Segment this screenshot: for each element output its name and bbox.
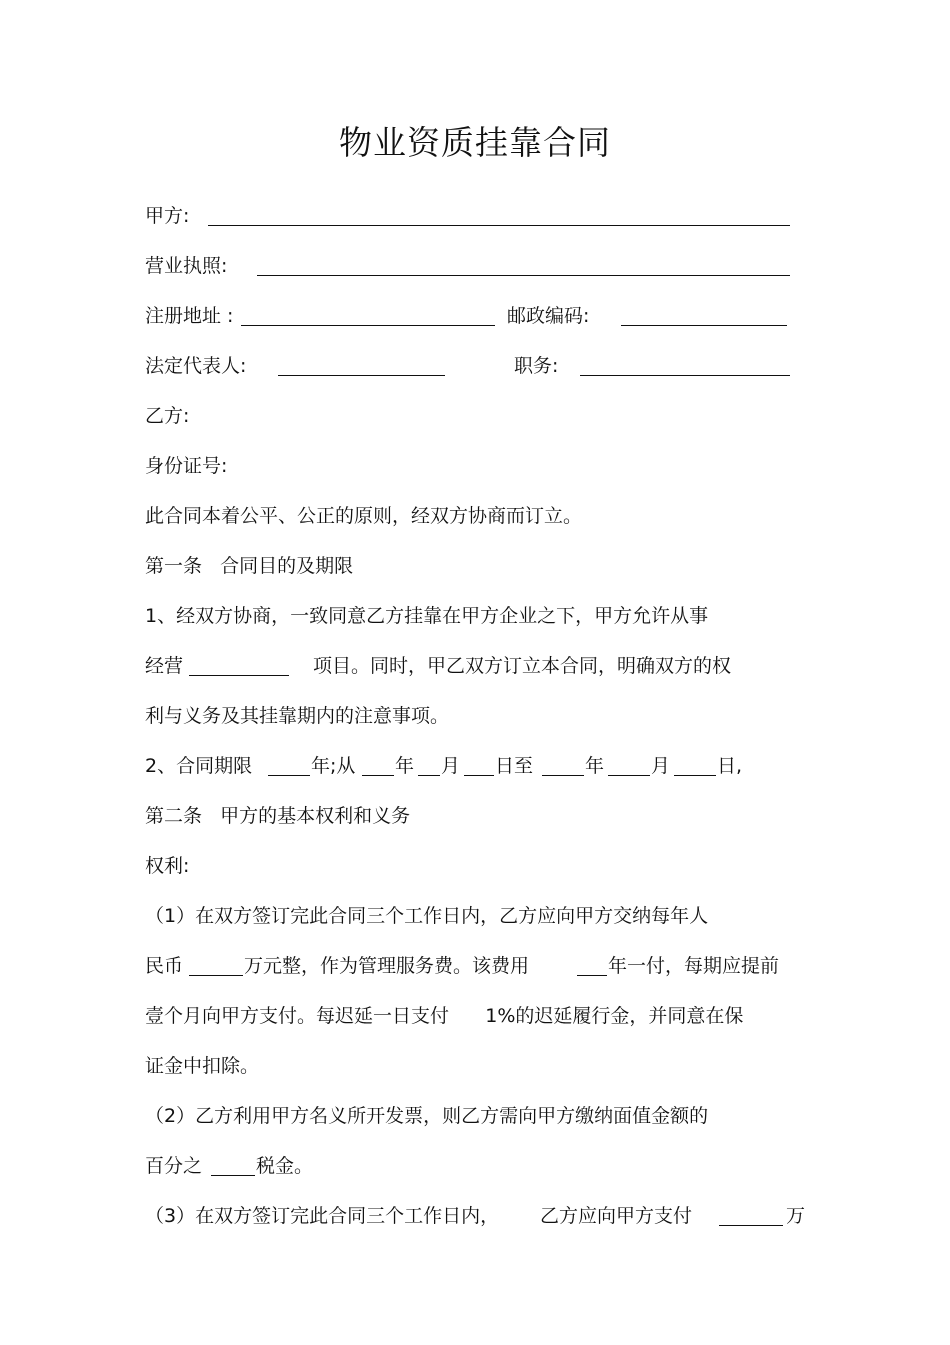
article-1-heading: 第一条 合同目的及期限	[145, 555, 354, 577]
postal-code-blank	[621, 301, 787, 326]
business-license-label: 营业执照:	[145, 255, 228, 277]
end-day-label: 日,	[717, 755, 743, 777]
start-day-label: 日至	[495, 755, 534, 777]
business-prefix: 经营	[145, 655, 184, 677]
start-year-label: 年	[395, 755, 415, 777]
right-1-line-2	[145, 951, 805, 981]
postal-code-label: 邮政编码:	[507, 305, 590, 327]
legal-rep-row	[145, 351, 795, 381]
end-year-label: 年	[585, 755, 605, 777]
start-month-label: 月	[441, 755, 461, 777]
contract-term-line	[145, 751, 795, 781]
tax-percent-blank	[211, 1151, 255, 1176]
article-2-heading: 第二条 甲方的基本权利和义务	[145, 805, 411, 827]
contract-term-prefix: 2、合同期限	[145, 755, 253, 777]
party-a-blank	[208, 201, 790, 226]
right-3-middle: 乙方应向甲方支付	[540, 1205, 693, 1227]
intro-paragraph: 此合同本着公平、公正的原则，经双方协商而订立。	[145, 505, 583, 527]
legal-rep-blank	[278, 351, 445, 376]
right-2-line-1: （2）乙方利用甲方名义所开发票，则乙方需向甲方缴纳面值金额的	[145, 1105, 709, 1127]
article-1-item-1-line-1: 1、经双方协商，一致同意乙方挂靠在甲方企业之下，甲方允许从事	[145, 605, 709, 627]
article-1-item-1-line-2	[145, 651, 795, 681]
right-3-unit: 万	[786, 1205, 806, 1227]
end-month-blank	[608, 751, 650, 776]
document-title: 物业资质挂靠合同	[339, 123, 611, 162]
right-2-line-2	[145, 1151, 545, 1181]
term-year-label: 年;从	[311, 755, 356, 777]
party-a-label: 甲方:	[145, 205, 190, 227]
business-suffix: 项目。同时，甲乙双方订立本合同，明确双方的权	[313, 655, 732, 677]
end-month-label: 月	[651, 755, 671, 777]
tax-suffix: 税金。	[256, 1155, 314, 1177]
right-1-line-3: 壹个月向甲方支付。每迟延一日支付 1%的迟延履行金，并同意在保	[145, 1005, 744, 1027]
fee-description: 万元整，作为管理服务费。该费用	[244, 955, 530, 977]
term-years-blank	[268, 751, 310, 776]
business-scope-blank	[189, 651, 289, 676]
business-license-row	[145, 251, 795, 281]
id-number-label: 身份证号:	[145, 455, 228, 477]
start-month-blank	[418, 751, 440, 776]
payment-period-suffix: 年一付，每期应提前	[608, 955, 780, 977]
payment-period-blank	[577, 951, 607, 976]
position-blank	[580, 351, 790, 376]
registered-address-label: 注册地址 :	[145, 305, 234, 327]
right-3-prefix: （3）在双方签订完此合同三个工作日内，	[145, 1205, 500, 1227]
fee-amount-blank	[189, 951, 243, 976]
rmb-label: 民币	[145, 955, 184, 977]
right-3-line-1	[145, 1201, 815, 1231]
article-1-item-1-line-3: 利与义务及其挂靠期内的注意事项。	[145, 705, 450, 727]
party-a-row	[145, 201, 795, 231]
party-b-label: 乙方:	[145, 405, 190, 427]
start-year-blank	[362, 751, 394, 776]
right-1-line-4: 证金中扣除。	[145, 1055, 260, 1077]
start-day-blank	[464, 751, 494, 776]
address-row	[145, 301, 795, 331]
deposit-amount-blank	[719, 1201, 783, 1226]
end-day-blank	[674, 751, 716, 776]
percent-label: 百分之	[145, 1155, 203, 1177]
business-license-blank	[257, 251, 790, 276]
position-label: 职务:	[514, 355, 559, 377]
rights-label: 权利:	[145, 855, 190, 877]
registered-address-blank	[241, 301, 495, 326]
legal-rep-label: 法定代表人:	[145, 355, 247, 377]
end-year-blank	[542, 751, 584, 776]
right-1-line-1: （1）在双方签订完此合同三个工作日内，乙方应向甲方交纳每年人	[145, 905, 709, 927]
